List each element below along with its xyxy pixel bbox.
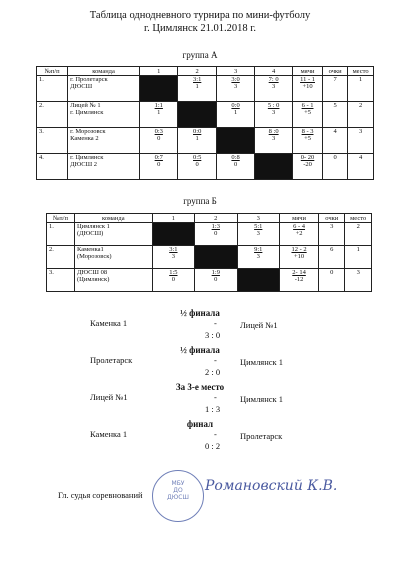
goals-diff: +10 xyxy=(302,83,313,90)
header-cell: очки xyxy=(323,67,348,76)
match-points: 0 xyxy=(214,276,218,283)
match-cell xyxy=(216,102,254,128)
final-heading: ½ финала xyxy=(180,345,220,355)
final-dash: - xyxy=(214,392,217,402)
match-points: 3 xyxy=(256,230,260,237)
match-cell xyxy=(255,102,293,128)
match-points: 0 xyxy=(233,161,238,168)
table-row xyxy=(37,102,374,128)
team-name: Каменка1 xyxy=(76,246,104,253)
goals-diff: +2 xyxy=(295,230,303,237)
final-team-right: Цимлянск 1 xyxy=(240,394,284,404)
team-name: г. Морозовск xyxy=(70,128,106,135)
match-score: 3:1 xyxy=(169,246,178,253)
referee-role: Гл. судья соревнований xyxy=(58,490,143,500)
match-score: 5 : 0 xyxy=(267,102,280,109)
team-name: г. Цимлянск xyxy=(70,154,104,161)
place-cell: 3 xyxy=(345,269,372,292)
stamp-seal xyxy=(152,470,204,522)
final-heading: За 3-е место xyxy=(175,382,225,392)
team-cell xyxy=(68,128,140,154)
final-heading: ½ финала xyxy=(180,308,220,318)
header-cell: 4 xyxy=(255,67,293,76)
final-team-left: Пролетарск xyxy=(90,355,133,365)
header-cell: мячи xyxy=(293,67,323,76)
match-cell xyxy=(216,76,254,102)
place-cell: 3 xyxy=(348,128,374,154)
team-cell xyxy=(68,102,140,128)
final-team-right: Цимлянск 1 xyxy=(240,357,284,367)
match-cell xyxy=(237,223,279,246)
final-heading: финал xyxy=(186,419,214,429)
goals-diff: -20 xyxy=(303,161,312,168)
match-cell xyxy=(152,246,194,269)
team-name: г. Пролетарск xyxy=(70,76,108,83)
match-cell xyxy=(237,246,279,269)
header-cell: 2 xyxy=(195,214,237,223)
title-line-2: г. Цимлянск 21.01.2018 г. xyxy=(144,23,256,34)
match-score: 9:1 xyxy=(254,246,263,253)
group-b-label: группа Б xyxy=(183,196,217,206)
goals-diff: +5 xyxy=(304,109,311,116)
header-cell: место xyxy=(345,214,372,223)
place-cell: 4 xyxy=(348,154,374,180)
team-name: ДЮСШ 08 xyxy=(76,269,108,276)
team-cell xyxy=(68,154,140,180)
header-cell: 1 xyxy=(152,214,194,223)
header-cell: 1 xyxy=(140,67,178,76)
final-team-left: Лицей №1 xyxy=(90,392,128,402)
diagonal-cell xyxy=(255,154,293,180)
goals-score: 11 - 1 xyxy=(300,76,315,83)
header-row xyxy=(47,214,372,223)
row-number: 1. xyxy=(47,223,75,246)
match-points: 3 xyxy=(272,109,276,116)
goals-cell xyxy=(279,269,318,292)
match-points: 0 xyxy=(171,276,175,283)
match-cell xyxy=(152,269,194,292)
stamp-text-2: ДО xyxy=(173,487,183,494)
goals-cell xyxy=(293,76,323,102)
match-score: 1:3 xyxy=(211,223,220,230)
goals-diff: +10 xyxy=(293,253,305,260)
final-dash: - xyxy=(214,318,217,328)
group-a-label: группа А xyxy=(182,50,218,60)
match-cell xyxy=(140,154,178,180)
final-team-left: Каменка 1 xyxy=(90,318,128,328)
team-cell xyxy=(74,223,152,246)
final-score: 1 : 3 xyxy=(205,404,221,414)
match-score: 0:3 xyxy=(154,128,163,135)
points-cell: 5 xyxy=(323,102,348,128)
match-score: 0:0 xyxy=(193,128,202,135)
referee-signature: Романовский К.В. xyxy=(205,478,338,494)
match-cell xyxy=(140,102,178,128)
team-cell xyxy=(74,269,152,292)
diagonal-cell xyxy=(178,102,216,128)
diagonal-cell xyxy=(152,223,194,246)
match-score: 7: 0 xyxy=(268,76,279,83)
match-cell xyxy=(178,128,216,154)
match-cell xyxy=(255,76,293,102)
team-cell xyxy=(68,76,140,102)
match-points: 0 xyxy=(157,161,161,168)
header-cell: №п/п xyxy=(47,214,75,223)
match-score: 8 :0 xyxy=(268,128,279,135)
final-score: 2 : 0 xyxy=(205,367,221,377)
goals-diff: +5 xyxy=(304,135,311,142)
diagonal-cell xyxy=(216,128,254,154)
points-cell: 3 xyxy=(319,223,345,246)
row-number: 2. xyxy=(47,246,75,269)
match-cell xyxy=(255,128,293,154)
goals-diff: -12 xyxy=(294,276,304,283)
table-row xyxy=(47,223,372,246)
table-row xyxy=(37,154,374,180)
final-score: 3 : 0 xyxy=(205,330,221,340)
team-name: Цимлянск 1 xyxy=(76,223,110,230)
header-cell: 3 xyxy=(237,214,279,223)
match-points: 3 xyxy=(272,135,276,142)
table-row xyxy=(37,76,374,102)
match-cell xyxy=(140,128,178,154)
header-cell: №п/п xyxy=(37,67,68,76)
goals-score: 2- 14 xyxy=(292,269,306,276)
group-b-table xyxy=(46,213,372,292)
goals-cell xyxy=(293,154,323,180)
final-team-right: Лицей №1 xyxy=(240,320,278,330)
match-score: 1:5 xyxy=(169,269,178,276)
match-score: 0:5 xyxy=(193,154,202,161)
final-score: 0 : 2 xyxy=(205,441,221,451)
table-row xyxy=(47,269,372,292)
match-points: 3 xyxy=(233,83,238,90)
final-dash: - xyxy=(214,429,217,439)
goals-score: 8 - 3 xyxy=(301,128,314,135)
match-points: 3 xyxy=(272,83,276,90)
team-name: Лицей № 1 xyxy=(70,102,101,109)
goals-score: 6 - 1 xyxy=(301,102,314,109)
place-cell: 2 xyxy=(348,102,374,128)
table-row xyxy=(37,128,374,154)
match-score: 1:9 xyxy=(211,269,220,276)
team-subname: ДЮСШ 2 xyxy=(70,161,98,168)
match-points: 1 xyxy=(195,83,199,90)
diagonal-cell xyxy=(195,246,237,269)
match-points: 1 xyxy=(157,109,161,116)
row-number: 3. xyxy=(47,269,75,292)
match-score: 3:0 xyxy=(231,76,240,83)
match-score: 0:0 xyxy=(231,102,240,109)
final-team-left: Каменка 1 xyxy=(90,429,128,439)
match-cell xyxy=(178,154,216,180)
row-number: 2. xyxy=(37,102,68,128)
match-score: 5:1 xyxy=(254,223,263,230)
header-cell: очки xyxy=(319,214,345,223)
goals-cell xyxy=(293,128,323,154)
match-cell xyxy=(195,223,237,246)
goals-cell xyxy=(293,102,323,128)
match-points: 1 xyxy=(233,109,238,116)
points-cell: 0 xyxy=(323,154,348,180)
match-points: 3 xyxy=(171,253,175,260)
row-number: 4. xyxy=(37,154,68,180)
diagonal-cell xyxy=(237,269,279,292)
match-points: 0 xyxy=(157,135,161,142)
header-cell: команда xyxy=(68,67,140,76)
header-cell: 3 xyxy=(216,67,254,76)
team-subname: Каменка 2 xyxy=(70,135,99,142)
points-cell: 6 xyxy=(319,246,345,269)
team-subname: (Цимлянск) xyxy=(76,276,110,283)
place-cell: 2 xyxy=(345,223,372,246)
match-points: 3 xyxy=(256,253,260,260)
team-cell xyxy=(74,246,152,269)
title-line-1: Таблица однодневного турнира по мини-футболу xyxy=(89,10,311,21)
goals-score: 0- 20 xyxy=(300,154,315,161)
row-number: 1. xyxy=(37,76,68,102)
header-cell: мячи xyxy=(279,214,318,223)
match-cell xyxy=(195,269,237,292)
team-subname: (ДЮСШ) xyxy=(76,230,104,237)
match-points: 0 xyxy=(214,230,218,237)
final-dash: - xyxy=(214,355,217,365)
match-score: 0:7 xyxy=(154,154,163,161)
match-cell xyxy=(216,154,254,180)
points-cell: 4 xyxy=(323,128,348,154)
place-cell: 1 xyxy=(345,246,372,269)
header-cell: 2 xyxy=(178,67,216,76)
match-score: 3:1 xyxy=(193,76,202,83)
place-cell: 1 xyxy=(348,76,374,102)
goals-cell xyxy=(279,246,318,269)
points-cell: 0 xyxy=(319,269,345,292)
goals-score: 6 - 4 xyxy=(293,223,306,230)
goals-cell xyxy=(279,223,318,246)
stamp-text-1: МБУ xyxy=(171,480,185,487)
match-points: 1 xyxy=(195,135,199,142)
points-cell: 7 xyxy=(323,76,348,102)
header-cell: команда xyxy=(74,214,152,223)
header-cell: место xyxy=(348,67,374,76)
match-cell xyxy=(178,76,216,102)
diagonal-cell xyxy=(140,76,178,102)
row-number: 3. xyxy=(37,128,68,154)
team-subname: (Морозовск) xyxy=(76,253,112,260)
match-score: 0:8 xyxy=(231,154,240,161)
table-row xyxy=(47,246,372,269)
final-team-right: Пролетарск xyxy=(240,431,283,441)
goals-score: 12 - 2 xyxy=(291,246,307,253)
match-points: 0 xyxy=(195,161,199,168)
team-subname: ДЮСШ xyxy=(70,83,93,90)
stamp-text-3: ДЮСШ xyxy=(167,494,189,501)
match-score: 1:1 xyxy=(154,102,163,109)
group-a-table xyxy=(36,66,374,180)
team-subname: г. Цимлянск xyxy=(70,109,104,116)
header-row xyxy=(37,67,374,76)
